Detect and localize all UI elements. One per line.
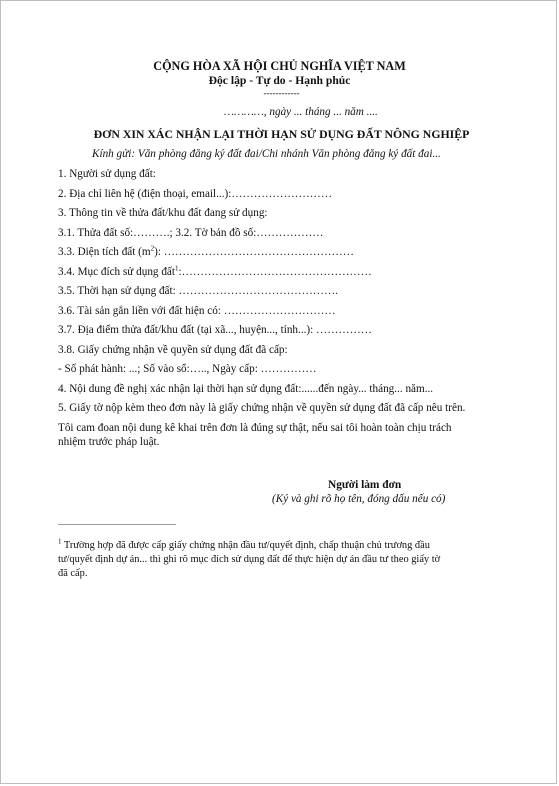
field-contact-address: 2. Địa chỉ liên hệ (điện thoại, email...):……………………… bbox=[58, 188, 333, 200]
commitment-line-1: Tôi cam đoan nội dung kê khai trên đơn là đúng sự thật, nếu sai tôi hoàn toàn chịu trách bbox=[58, 422, 452, 434]
signature-title: Người làm đơn bbox=[328, 479, 402, 491]
field-land-info: 3. Thông tin về thửa đất/khu đất đang sử dụng: bbox=[58, 207, 268, 219]
footnote-marker: 1 bbox=[58, 537, 62, 546]
field-parcel-number: 3.1. Thửa đất số:……….; 3.2. Tờ bản đồ số:……………… bbox=[58, 227, 324, 239]
field-land-location: 3.7. Địa điểm thửa đất/khu đất (tại xã..., huyện..., tỉnh...): …………… bbox=[58, 324, 372, 336]
footnote-reference: 1 bbox=[175, 264, 179, 273]
superscript-squared: 2 bbox=[150, 244, 155, 253]
commitment-line-2: nhiệm trước pháp luật. bbox=[58, 436, 160, 448]
motto: Độc lập - Tự do - Hạnh phúc bbox=[208, 74, 351, 87]
header-separator: ------------ bbox=[263, 88, 300, 98]
national-title: CỘNG HÒA XÃ HỘI CHỦ NGHĨA VIỆT NAM bbox=[153, 59, 406, 73]
field-request-content: 4. Nội dung đề nghị xác nhận lại thời hạn sử dụng đất:......đến ngày... tháng... năm... bbox=[58, 383, 434, 395]
footnote-text-1: Trường hợp đã được cấp giấy chứng nhận đầu tư/quyết định, chấp thuận chủ trương đầu bbox=[61, 540, 430, 551]
form-title: ĐƠN XIN XÁC NHẬN LẠI THỜI HẠN SỬ DỤNG ĐẤT NÔNG NGHIỆP bbox=[93, 127, 470, 141]
field-land-area bbox=[58, 245, 354, 259]
footnote-line-2: tư/quyết định dự án... thì ghi rõ mục đích sử dụng đất để thực hiện dự án đầu tư theo giấy tờ bbox=[58, 554, 441, 565]
field-land-user: 1. Người sử dụng đất: bbox=[58, 168, 156, 180]
signature-note: (Ký và ghi rõ họ tên, đóng dấu nếu có) bbox=[272, 493, 446, 505]
field-attached-documents: 5. Giấy tờ nộp kèm theo đơn này là giấy chứng nhận về quyền sử dụng đất đã cấp nêu trên. bbox=[58, 402, 466, 414]
field-certificate-details: - Số phát hành: ...; Số vào sổ:….., Ngày cấp: …………… bbox=[58, 363, 317, 375]
footnote-divider bbox=[58, 524, 176, 525]
field-land-area-label: 3.3. Diện tích đất (m bbox=[58, 246, 151, 258]
footnote-line-3: đã cấp. bbox=[58, 568, 88, 579]
field-land-area-dots: ): …………………………………………… bbox=[154, 246, 354, 258]
date-line: …………, ngày ... tháng ... năm .... bbox=[224, 106, 378, 118]
field-certificate: 3.8. Giấy chứng nhận về quyền sử dụng đất đã cấp: bbox=[58, 344, 288, 356]
field-land-purpose bbox=[58, 265, 372, 279]
footnote-line-1 bbox=[58, 539, 430, 552]
recipient-line: Kính gửi: Văn phòng đăng ký đất đai/Chi nhánh Văn phòng đăng ký đất đai... bbox=[92, 148, 441, 160]
field-land-purpose-label: 3.4. Mục đích sử dụng đất bbox=[58, 266, 175, 278]
field-attached-assets: 3.6. Tài sản gắn liền với đất hiện có: ………………………… bbox=[58, 305, 336, 317]
field-land-purpose-dots: :…………………………………………… bbox=[178, 266, 372, 278]
field-land-term: 3.5. Thời hạn sử dụng đất: ……………………………………. bbox=[58, 285, 338, 297]
